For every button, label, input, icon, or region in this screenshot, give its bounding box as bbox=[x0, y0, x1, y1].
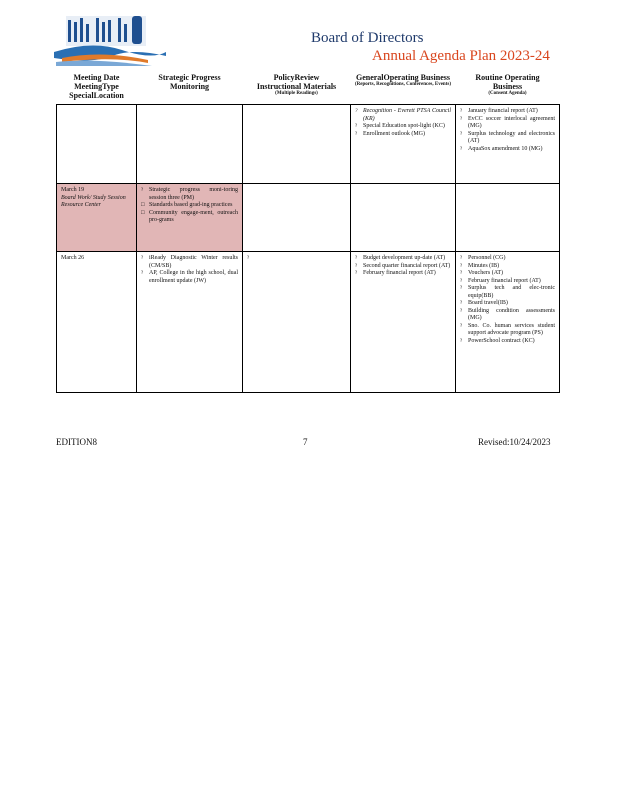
list-item: ? Surplus tech and elec-tronic equip(BB) bbox=[460, 285, 555, 300]
agenda-table bbox=[56, 72, 560, 393]
list-item: □ Community engage-ment, outreach pro-grams bbox=[141, 210, 238, 225]
general-cell bbox=[351, 252, 456, 393]
list-item: ? Vouchers (AT) bbox=[460, 270, 555, 278]
list-item: ? Second quarter financial report (AT) bbox=[355, 263, 451, 271]
list-item: ? Board travel(IB) bbox=[460, 300, 555, 308]
strategic-cell bbox=[137, 105, 243, 184]
district-logo bbox=[52, 12, 168, 68]
list-item: ? Personnel (CG) bbox=[460, 255, 555, 263]
list-item: ? Budget development up-date (AT) bbox=[355, 255, 451, 263]
board-title: Board of Directors bbox=[311, 30, 424, 46]
table-row bbox=[57, 184, 560, 252]
list-item: ? Enrollment outlook (MG) bbox=[355, 131, 451, 139]
agenda-subtitle: Annual Agenda Plan 2023-24 bbox=[372, 48, 550, 64]
table-row bbox=[57, 105, 560, 184]
general-cell bbox=[351, 184, 456, 252]
list-item: ? iReady Diagnostic Winter results (CM/SB) bbox=[141, 255, 238, 270]
header-strategic-progress: Strategic Progress Monitoring bbox=[137, 72, 243, 105]
list-item: ? Minutes (IB) bbox=[460, 263, 555, 271]
meeting-date-cell bbox=[57, 105, 137, 184]
header-policy-review: PolicyReview Instructional Materials (Multiple Readings) bbox=[243, 72, 351, 105]
list-item: ? Strategic progress moni-toring session three (PM) bbox=[141, 187, 238, 202]
footer-revised-date: Revised:10/24/2023 bbox=[478, 437, 551, 447]
routine-cell bbox=[456, 105, 560, 184]
meeting-location: Resource Center bbox=[61, 202, 101, 208]
policy-cell bbox=[243, 105, 351, 184]
strategic-cell bbox=[137, 184, 243, 252]
meeting-date: March 26 bbox=[61, 255, 85, 261]
routine-cell bbox=[456, 252, 560, 393]
footer-edition: EDITION8 bbox=[56, 437, 97, 447]
meeting-date: March 19 bbox=[61, 187, 85, 193]
header-meeting-date: Meeting Date MeetingType SpecialLocation bbox=[57, 72, 137, 105]
header-routine-business: Routine Operating Business (Consent Agenda) bbox=[456, 72, 560, 105]
meeting-date-cell bbox=[57, 252, 137, 393]
list-item: ? PowerSchool contract (KC) bbox=[460, 338, 555, 346]
page-number: 7 bbox=[303, 437, 308, 447]
list-item: □ Standards based grad-ing practices bbox=[141, 202, 238, 210]
policy-cell bbox=[243, 184, 351, 252]
meeting-type: Board Work/ Study Session bbox=[61, 194, 126, 201]
list-item: ? Surplus technology and electronics (AT) bbox=[460, 131, 555, 146]
list-item: ? Building condition assessments (MG) bbox=[460, 308, 555, 323]
routine-cell bbox=[456, 184, 560, 252]
meeting-date-cell bbox=[57, 184, 137, 252]
list-item: ? February financial report (AT) bbox=[355, 270, 451, 278]
strategic-cell bbox=[137, 252, 243, 393]
list-item: ? Special Education spot-light (KC) bbox=[355, 123, 451, 131]
list-item: ? Sno. Co. human services student support advocate program (PS) bbox=[460, 323, 555, 338]
list-item: ? AquaSox amendment 10 (MG) bbox=[460, 146, 555, 154]
list-item: ? Recognition - Everett PTSA Council (KR) bbox=[355, 108, 451, 123]
table-row bbox=[57, 252, 560, 393]
policy-placeholder: ? bbox=[247, 256, 250, 261]
list-item: ? EvCC soccer interlocal agreement (MG) bbox=[460, 116, 555, 131]
list-item: ? February financial report (AT) bbox=[460, 278, 555, 286]
table-header-row bbox=[57, 72, 560, 105]
policy-cell bbox=[243, 252, 351, 393]
header-general-business: GeneralOperating Business (Reports, Recognitions, Conferences, Events) bbox=[351, 72, 456, 105]
list-item: ? January financial report (AT) bbox=[460, 108, 555, 116]
general-cell bbox=[351, 105, 456, 184]
list-item: ? AP, College in the high school, dual enrollment update (JW) bbox=[141, 270, 238, 285]
